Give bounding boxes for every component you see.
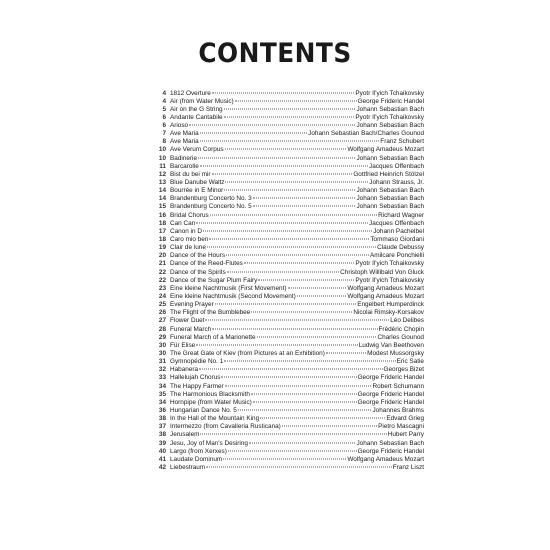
toc-entry	[150, 236, 424, 244]
piece-title: Funeral March of a Marionette	[170, 333, 256, 341]
dot-leader	[253, 401, 357, 402]
piece-title: Brandenburg Concerto No. 5	[170, 203, 252, 211]
composer-name: Eric Satie	[396, 358, 424, 366]
dot-leader	[225, 385, 372, 386]
composer-name: Wolfgang Amadeus Mozart	[347, 284, 424, 292]
page-number: 14	[158, 195, 166, 203]
page-number: 38	[158, 431, 166, 439]
toc-entry	[150, 423, 424, 431]
piece-title: Bourrée in E Minor	[170, 187, 224, 195]
piece-title: Funeral March	[170, 325, 212, 333]
composer-name: Richard Wagner	[378, 211, 424, 219]
piece-title: Air on the G String	[170, 105, 223, 113]
composer-name: Johann Sebastian Bach/Charles Gounod	[308, 130, 424, 138]
piece-title: Laudate Dominum	[170, 455, 223, 463]
page-number: 4	[162, 89, 166, 97]
page-number: 31	[158, 358, 166, 366]
composer-name: Nicolai Rimsky-Korsakov	[353, 309, 424, 317]
page-number: 39	[158, 439, 166, 447]
piece-title: Evening Prayer	[170, 301, 214, 309]
piece-title: Barcarolle	[170, 162, 199, 170]
piece-title: Bist du bei mir	[170, 170, 211, 178]
toc-entry	[150, 252, 424, 260]
piece-title: Can Can	[170, 219, 196, 227]
toc-entry	[150, 440, 424, 448]
toc-entry	[150, 228, 424, 236]
composer-name: Modest Mussorgsky	[367, 350, 424, 357]
toc-entry	[150, 326, 424, 334]
composer-name: Johannes Brahms	[372, 406, 424, 414]
piece-title: Caro mio ben	[170, 236, 209, 244]
composer-name: George Frideric Handel	[357, 374, 424, 382]
piece-title: Intermezzo (from Cavalleria Rusticana)	[170, 423, 281, 431]
toc-entry	[150, 146, 424, 154]
piece-title: The Happy Farmer	[170, 382, 224, 390]
composer-name: Pyotr Il'yich Tchaikovsky	[355, 276, 424, 284]
composer-name: Amilcare Ponchielli	[370, 252, 424, 260]
dot-leader	[203, 230, 372, 231]
page-number: 19	[158, 244, 166, 252]
dot-leader	[200, 165, 368, 166]
dot-leader	[215, 304, 357, 305]
toc-entry	[150, 317, 424, 325]
piece-title: Dance of the Spirits	[170, 268, 226, 276]
piece-title: Liebestraum	[170, 463, 206, 471]
page-number: 13	[158, 179, 166, 187]
dot-leader	[212, 92, 355, 93]
dot-leader	[326, 353, 366, 354]
toc-entry	[150, 448, 424, 456]
toc-entry	[150, 407, 424, 415]
composer-name: Franz Liszt	[392, 463, 424, 471]
dot-leader	[244, 263, 355, 264]
toc-entry	[150, 269, 424, 277]
composer-name: Claude Debussy	[377, 244, 424, 252]
dot-leader	[249, 442, 356, 443]
dot-leader	[228, 450, 357, 451]
page-number: 25	[158, 301, 166, 309]
toc-entry	[150, 212, 424, 220]
composer-name: George Frideric Handel	[357, 447, 424, 455]
page-number: 41	[158, 455, 166, 463]
page-number: 5	[162, 105, 166, 113]
page-number: 27	[158, 317, 166, 325]
piece-title: Hungarian Dance No. 5	[170, 406, 237, 414]
toc-entry	[150, 171, 424, 179]
page-number: 20	[158, 252, 166, 260]
dot-leader	[235, 100, 357, 101]
toc-entry	[150, 399, 424, 407]
dot-leader	[200, 434, 386, 435]
toc-entry	[150, 244, 424, 252]
toc-entry	[150, 90, 424, 98]
dot-leader	[253, 206, 356, 207]
dot-leader	[251, 312, 352, 313]
piece-title: Clair de lune	[170, 244, 206, 252]
toc-entry	[150, 98, 424, 106]
dot-leader	[238, 409, 372, 410]
page-number: 7	[162, 130, 166, 138]
toc-entry	[150, 374, 424, 382]
page-number: 6	[162, 113, 166, 121]
composer-name: Jacques Offenbach	[369, 162, 424, 170]
composer-name: Pyotr Il'yich Tchaikovsky	[355, 113, 424, 121]
dot-leader	[205, 320, 389, 321]
composer-name: Wolfgang Amadeus Mozart	[347, 146, 424, 154]
composer-name: Wolfgang Amadeus Mozart	[347, 293, 424, 301]
dot-leader	[209, 239, 369, 240]
piece-title: In the Hall of the Mountain King	[170, 415, 260, 423]
composer-name: Johann Strauss, Jr.	[369, 179, 424, 187]
page-number: 11	[159, 162, 166, 170]
toc-entry	[150, 285, 424, 293]
page-number: 28	[158, 325, 166, 333]
dot-leader	[251, 393, 357, 394]
dot-leader	[224, 361, 395, 362]
dot-leader	[297, 296, 347, 297]
composer-name: Johann Pachelbel	[373, 227, 424, 235]
piece-title: Dance of the Hours	[170, 252, 226, 260]
composer-name: Georges Bizet	[383, 366, 424, 374]
composer-name: George Frideric Handel	[357, 97, 424, 105]
toc-entry	[150, 106, 424, 114]
toc-entry	[150, 301, 424, 309]
composer-name: Engelbert Humperdinck	[357, 301, 424, 309]
dot-leader	[223, 458, 346, 459]
toc-entry	[150, 220, 424, 228]
page-number: 33	[158, 374, 166, 382]
piece-title: Brandenburg Concerto No. 3	[170, 195, 252, 203]
toc-entry	[150, 309, 424, 317]
toc-entry	[150, 187, 424, 195]
piece-title: Eine kleine Nachtmusik (Second Movement)	[170, 293, 296, 301]
toc-entry	[150, 358, 424, 366]
toc-entry	[150, 277, 424, 285]
composer-name: Edvard Grieg	[386, 415, 424, 423]
piece-title: The Flight of the Bumblebee	[170, 309, 251, 317]
composer-name: Johann Sebastian Bach	[356, 187, 424, 195]
piece-title: Arioso	[170, 122, 189, 130]
composer-name: Johann Sebastian Bach	[356, 105, 424, 113]
toc-entry	[150, 383, 424, 391]
composer-name: Pyotr Il'yich Tchaikovsky	[355, 260, 424, 268]
toc-entry	[150, 456, 424, 464]
page-number: 18	[158, 219, 166, 227]
piece-title: The Harmonious Blacksmith	[170, 390, 250, 398]
composer-name: Léo Delibes	[390, 317, 424, 325]
page-number: 42	[158, 463, 166, 471]
page-number: 10	[158, 154, 166, 162]
toc-entry	[150, 431, 424, 439]
page-number: 38	[158, 415, 166, 423]
composer-name: Johann Sebastian Bach	[356, 203, 424, 211]
piece-title: Dance of the Sugar Plum Fairy	[170, 276, 258, 284]
toc-entry	[150, 122, 424, 130]
dot-leader	[196, 222, 368, 223]
page-number: 12	[158, 170, 166, 178]
piece-title: Blue Danube Waltz	[170, 179, 225, 187]
table-of-contents	[150, 90, 424, 473]
piece-title: 1812 Overture	[170, 89, 211, 97]
toc-entry	[150, 179, 424, 187]
page-number: 14	[158, 187, 166, 195]
piece-title: Jesu, Joy of Man's Desiring	[170, 439, 248, 447]
page-number: 22	[158, 276, 166, 284]
dot-leader	[221, 377, 356, 378]
toc-entry	[150, 334, 424, 342]
composer-name: Charles Gounod	[377, 333, 424, 341]
composer-name: Robert Schumann	[372, 382, 424, 390]
composer-name: Franz Schubert	[380, 138, 424, 146]
piece-title: Flower Duet	[170, 317, 205, 325]
page-number: 30	[158, 341, 166, 349]
dot-leader	[253, 198, 356, 199]
dot-leader	[282, 426, 377, 427]
dot-leader	[198, 157, 355, 158]
piece-title: Ave Maria	[170, 138, 199, 146]
toc-entry	[150, 366, 424, 374]
composer-name: Johann Sebastian Bach	[356, 154, 424, 162]
composer-name: Pietro Mascagni	[378, 423, 424, 431]
page-number: 21	[158, 260, 166, 268]
dot-leader	[225, 149, 347, 150]
page-number: 35	[158, 390, 166, 398]
dot-leader	[288, 287, 347, 288]
page-title: CONTENTS	[198, 38, 352, 69]
dot-leader	[200, 141, 380, 142]
dot-leader	[212, 173, 353, 174]
dot-leader	[227, 271, 339, 272]
composer-name: Christoph Willibald Von Gluck	[340, 268, 424, 276]
composer-name: Johann Sebastian Bach	[356, 195, 424, 203]
composer-name: Jacques Offenbach	[369, 219, 424, 227]
piece-title: Hallelujah Chorus	[170, 374, 221, 382]
toc-entry	[150, 293, 424, 301]
dot-leader	[212, 328, 377, 329]
dot-leader	[196, 344, 358, 345]
dot-leader	[260, 418, 385, 419]
composer-name: Johann Sebastian Bach	[356, 439, 424, 447]
page-number: 16	[158, 211, 166, 219]
page-number: 10	[158, 146, 166, 154]
composer-name: Gottfried Heinrich Stölzel	[353, 170, 424, 178]
dot-leader	[200, 133, 308, 134]
page-number: 8	[162, 138, 166, 146]
toc-entry	[150, 464, 424, 472]
toc-entry	[150, 342, 424, 350]
page-number: 32	[158, 366, 166, 374]
page-number: 37	[158, 423, 166, 431]
page-number: 22	[158, 268, 166, 276]
page-number: 6	[162, 122, 166, 130]
page-number: 24	[158, 293, 166, 301]
dot-leader	[210, 214, 377, 215]
dot-leader	[207, 247, 376, 248]
piece-title: Air (from Water Music)	[170, 97, 234, 105]
dot-leader	[199, 369, 382, 370]
toc-entry	[150, 163, 424, 171]
composer-name: Pyotr Il'yich Tchaikovsky	[355, 89, 424, 97]
dot-leader	[224, 190, 355, 191]
piece-title: Bridal Chorus	[170, 211, 209, 219]
toc-entry	[150, 138, 424, 146]
page-number: 23	[158, 284, 166, 292]
composer-name: Frédéric Chopin	[378, 325, 424, 333]
toc-entry	[150, 203, 424, 211]
piece-title: Ave Maria	[170, 130, 199, 138]
page-number: 36	[158, 406, 166, 414]
dot-leader	[224, 116, 355, 117]
page-number: 34	[158, 382, 166, 390]
dot-leader	[189, 125, 355, 126]
piece-title: Gymnopédie No. 1	[170, 358, 224, 366]
page-number: 18	[158, 236, 166, 244]
toc-entry	[150, 415, 424, 423]
piece-title: Badinerie	[170, 154, 198, 162]
composer-name: George Frideric Handel	[357, 398, 424, 406]
piece-title: Dance of the Reed-Flutes	[170, 260, 243, 268]
piece-title: Hornpipe (from Water Music)	[170, 398, 252, 406]
page-number: 15	[158, 203, 166, 211]
dot-leader	[225, 182, 368, 183]
composer-name: Hubert Parry	[387, 431, 424, 439]
toc-entry	[150, 114, 424, 122]
page-number: 17	[158, 227, 166, 235]
piece-title: Largo (from Xerxes)	[170, 447, 227, 455]
page-number: 30	[158, 350, 166, 357]
dot-leader	[258, 279, 354, 280]
composer-name: Ludwig Van Beethoven	[358, 341, 424, 349]
toc-entry	[150, 260, 424, 268]
piece-title: Jerusalem	[170, 431, 200, 439]
composer-name: Wolfgang Amadeus Mozart	[347, 455, 424, 463]
dot-leader	[257, 336, 377, 337]
toc-entry	[150, 155, 424, 163]
toc-entry	[150, 195, 424, 203]
toc-entry	[150, 391, 424, 399]
toc-entry	[150, 130, 424, 138]
piece-title: Canon in D	[170, 227, 202, 235]
piece-title: Habanera	[170, 366, 199, 374]
toc-entry	[150, 350, 424, 358]
piece-title: Eine kleine Nachtmusik (First Movement)	[170, 284, 287, 292]
dot-leader	[206, 466, 392, 467]
composer-name: Johann Sebastian Bach	[356, 122, 424, 130]
dot-leader	[224, 108, 356, 109]
page-number: 40	[158, 447, 166, 455]
dot-leader	[226, 255, 369, 256]
piece-title: Ave Verum Corpus	[170, 146, 224, 154]
page-number: 4	[162, 97, 166, 105]
composer-name: George Frideric Handel	[357, 390, 424, 398]
page-number: 29	[158, 333, 166, 341]
piece-title: Für Elise	[170, 341, 196, 349]
composer-name: Tommaso Giordani	[370, 236, 424, 244]
page-number: 26	[158, 309, 166, 317]
piece-title: Andante Cantabile	[170, 113, 223, 121]
piece-title: The Great Gate of Kiev (from Pictures at an Exhibition)	[170, 350, 325, 357]
page-number: 34	[158, 398, 166, 406]
